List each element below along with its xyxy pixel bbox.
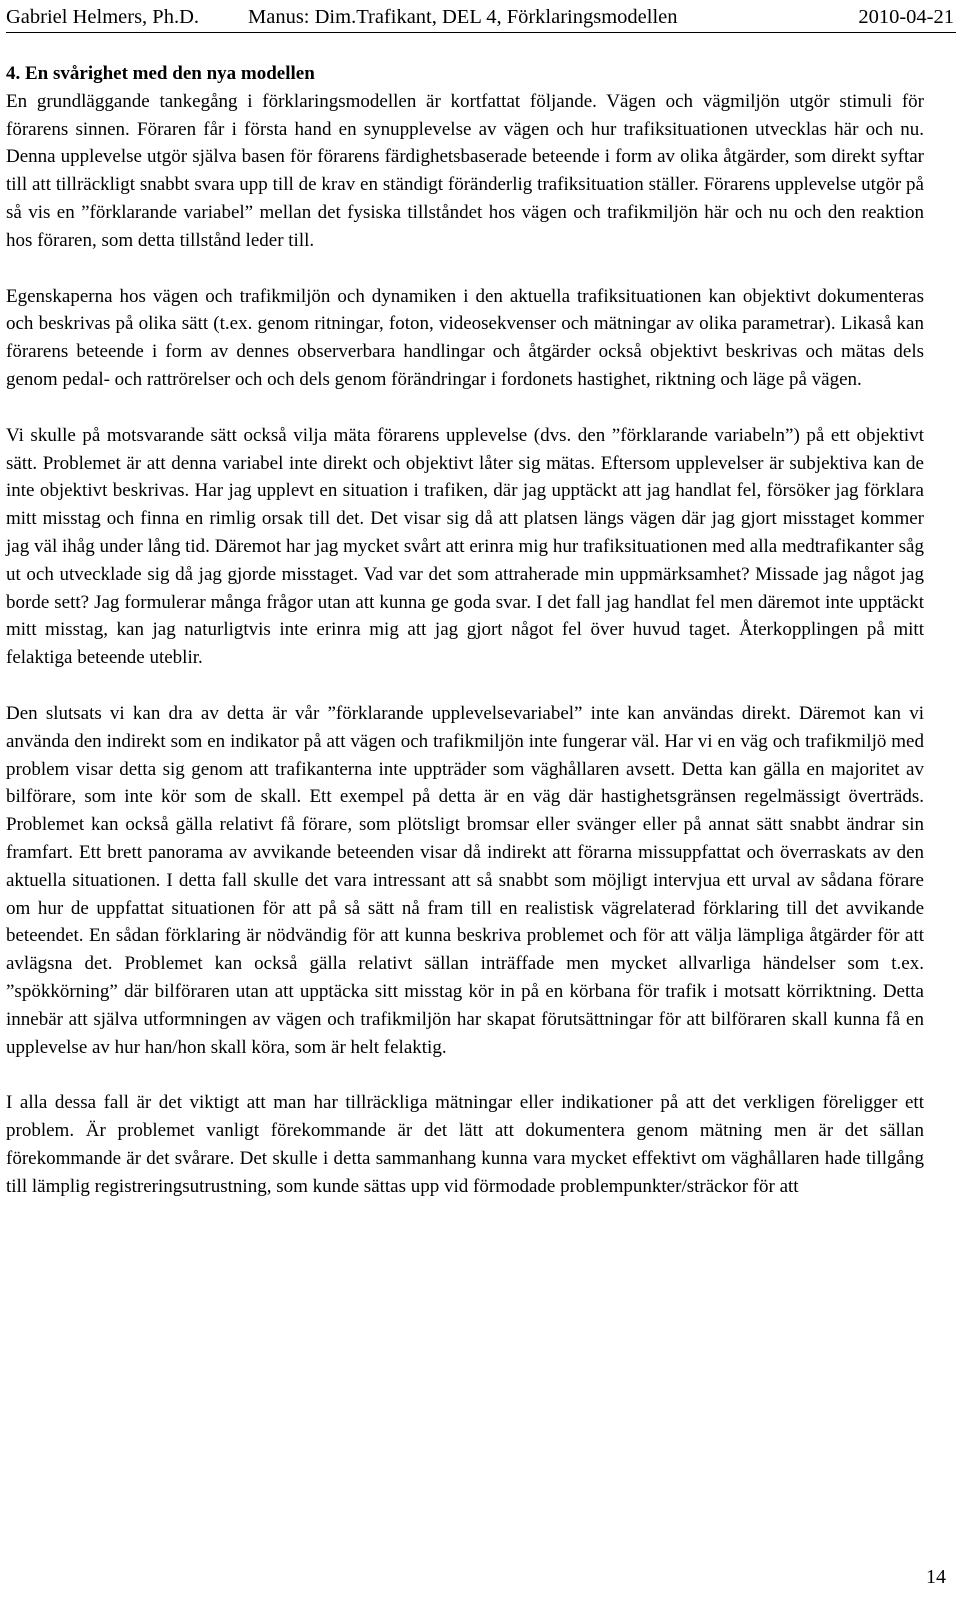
- header-author: Gabriel Helmers, Ph.D.: [6, 6, 199, 28]
- page-header: [6, 0, 956, 33]
- document-body: [6, 60, 924, 1228]
- section-heading: 4. En svårighet med den nya modellen: [6, 63, 315, 84]
- header-date: 2010-04-21: [858, 6, 954, 28]
- page-number: 14: [926, 1566, 946, 1588]
- paragraph-4: Den slutsats vi kan dra av detta är vår ”förklarande upplevelsevariabel” inte kan användas direkt. Däremot kan vi använda den indirekt som en indikator på att vägen och trafikmiljön inte fungerar väl. Har vi en väg och trafikmiljö med problem visar detta sig genom att trafikanterna inte uppträder som väghållaren avsett. Detta kan gälla en majoritet av bilförare, som inte kör som de skall. Ett exempel på detta är en väg där hastighetsgränsen regelmässigt överträds. Problemet kan också gälla relativt få förare, som plötsligt bromsar eller svänger eller på annat sätt snabbt ändrar sin framfart. Ett brett panorama av avvikande beteenden visar då indirekt att förarna missuppfattat och överraskats av den aktuella situationen. I detta fall skulle det vara intressant att så snabbt som möjligt intervjua ett urval av sådana förare om hur de uppfattat situationen för att på så sätt nå fram till en realistisk vägrelaterad förklaring till det avvikande beteendet. En sådan förklaring är nödvändig för att kunna beskriva problemet och för att välja lämpliga åtgärder för att avlägsna det. Problemet kan också gälla relativt sällan inträffade men mycket allvarliga händelser som t.ex. ”spökkörning” där bilföraren utan att upptäcka sitt misstag kör in på en körbana för trafik i motsatt körriktning. Detta innebär att själva utformningen av vägen och trafikmiljön har skapat förutsättningar för att bilföraren skall kunna få en upplevelse av hur han/hon skall köra, som är helt felaktig.: [6, 702, 924, 1058]
- paragraph-5: I alla dessa fall är det viktigt att man har tillräckliga mätningar eller indikationer på att det verkligen föreligger ett problem. Är problemet vanligt förekommande är det lätt att dokumentera genom mätning men är det sällan förekommande är det svårare. Det skulle i detta sammanhang kunna vara mycket effektivt om väghållaren hade tillgång till lämplig registreringsutrustning, som kunde sättas upp vid förmodade problempunkter/sträckor för att: [6, 1092, 924, 1197]
- header-document-title: Manus: Dim.Trafikant, DEL 4, Förklaringsmodellen: [248, 6, 678, 28]
- paragraph-1: En grundläggande tankegång i förklaringsmodellen är kortfattat följande. Vägen och vägmiljön utgör stimuli för förarens sinnen. Föraren får i första hand en synupplevelse av vägen och hur trafiksituationen utvecklas här och nu. Denna upplevelse utgör själva basen för förarens färdighetsbaserade beteende i form av olika åtgärder, som direkt syftar till att tillräckligt snabbt svara upp till de krav en ständigt föränderlig trafiksituation ställer. Förarens upplevelse utgör på så vis en ”förklarande variabel” mellan det fysiska tillståndet hos vägen och trafikmiljön här och nu och den reaktion hos föraren, som detta tillstånd leder till.: [6, 90, 924, 251]
- paragraph-3: Vi skulle på motsvarande sätt också vilja mäta förarens upplevelse (dvs. den ”förklarande variabeln”) på ett objektivt sätt. Problemet är att denna variabel inte direkt och objektivt låter sig mätas. Eftersom upplevelser är subjektiva kan de inte objektivt beskrivas. Har jag upplevt en situation i trafiken, där jag upptäckt att jag handlat fel, försöker jag förklara mitt misstag och finna en rimlig orsak till det. Det visar sig då att platsen längs vägen där jag gjort misstaget kommer jag väl ihåg under lång tid. Däremot har jag mycket svårt att erinra mig hur trafiksituationen med alla medtrafikanter såg ut och utvecklade sig då jag gjorde misstaget. Vad var det som attraherade min uppmärksamhet? Missade jag något jag borde sett? Jag formulerar många frågor utan att kunna ge goda svar. I det fall jag handlat fel men däremot inte upptäckt mitt misstag, kan jag naturligtvis inte erinra mig att jag gjort något fel över huvud taget. Återkopplingen på mitt felaktiga beteende uteblir.: [6, 424, 924, 669]
- paragraph-2: Egenskaperna hos vägen och trafikmiljön och dynamiken i den aktuella trafiksituationen kan objektivt dokumenteras och beskrivas på olika sätt (t.ex. genom ritningar, foton, videosekvenser och mätningar av olika parametrar). Likaså kan förarens beteende i form av dennes observerbara handlingar och åtgärder också objektivt beskrivas och mätas dels genom pedal- och rattrörelser och och dels genom förändringar i fordonets hastighet, riktning och läge på vägen.: [6, 285, 924, 390]
